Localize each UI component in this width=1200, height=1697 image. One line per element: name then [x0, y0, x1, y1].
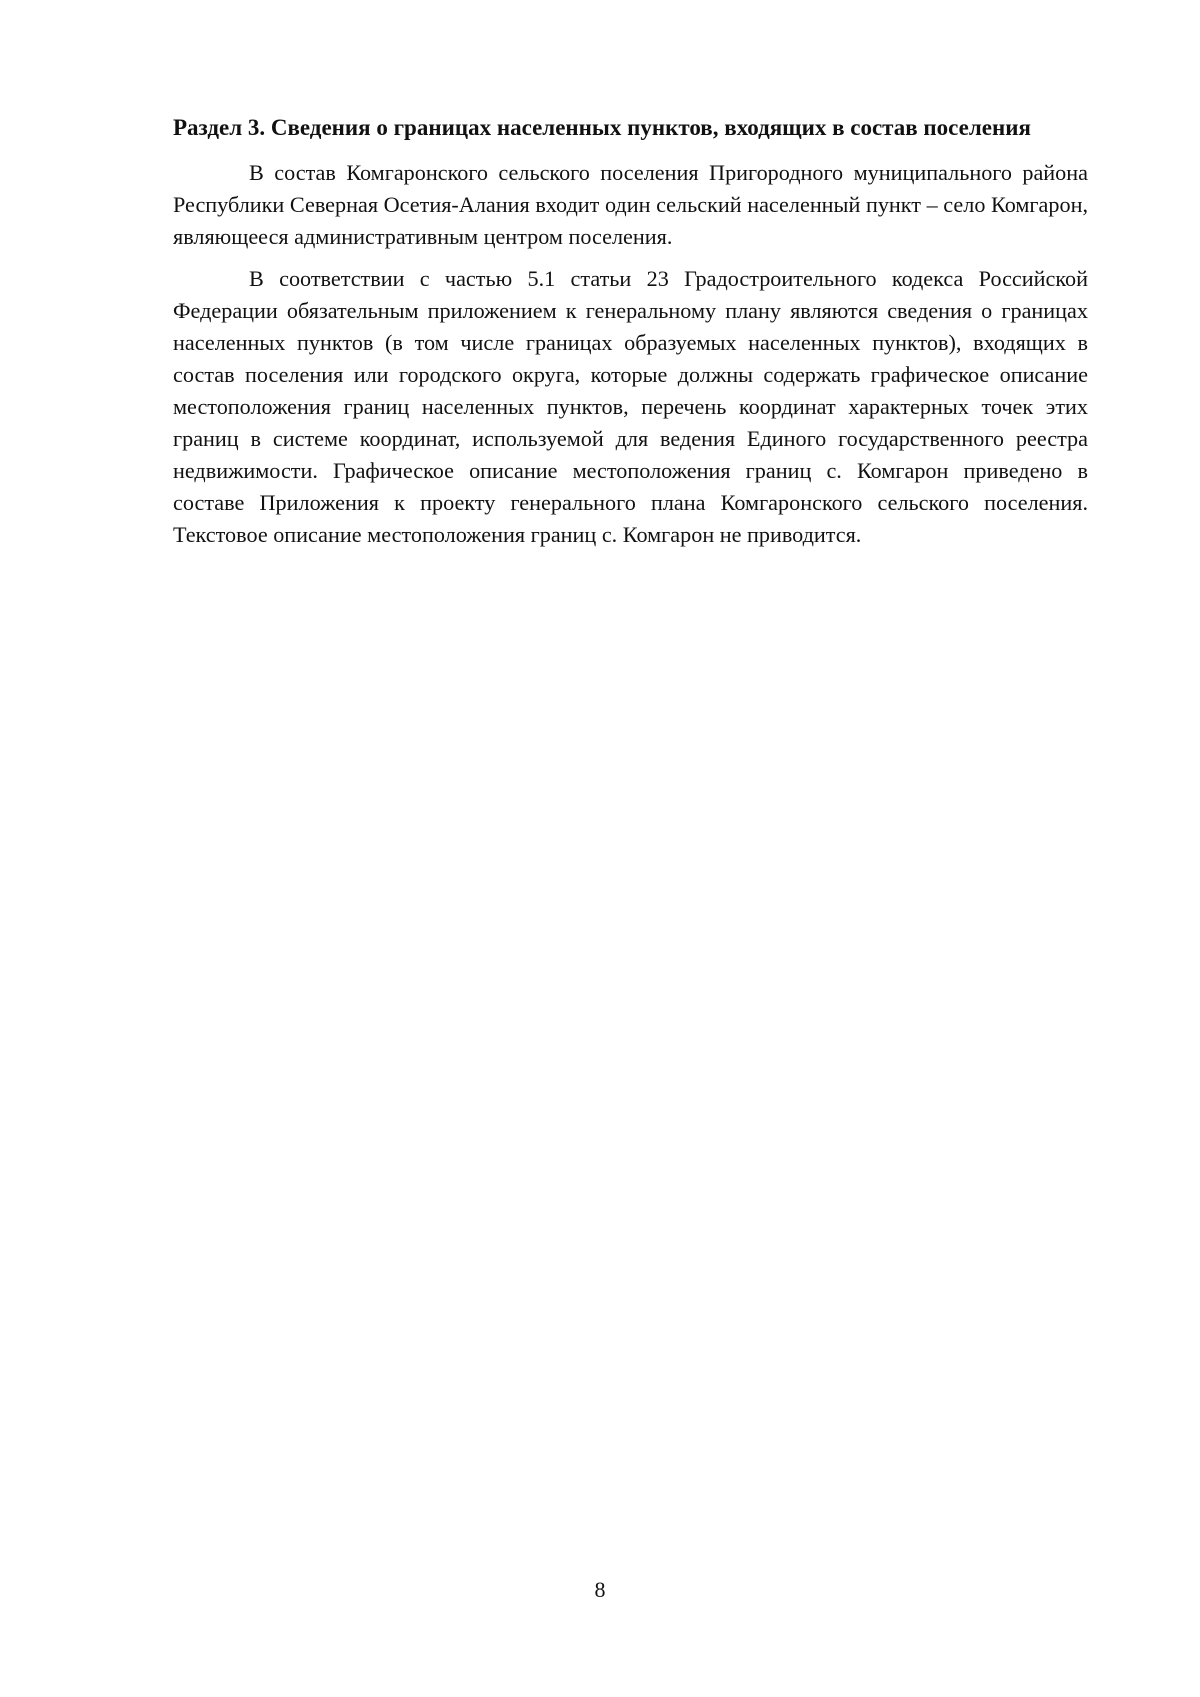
page-number: 8 — [594, 1577, 606, 1602]
paragraph-boundary-information: В соответствии с частью 5.1 статьи 23 Градостроительного кодекса Российской Федерации обязательным приложением к генеральному плану являются сведения о границах населенных пунктов (в том числе границах образуемых населенных пунктов), входящих в состав поселения или городского округа, которые должны содержать графическое описание местоположения границ населенных пунктов, перечень координат характерных точек этих границ в системе координат, используемой для ведения Единого государственного реестра недвижимости. Графическое описание местоположения границ с. Комгарон приведено в составе Приложения к проекту генерального плана Комгаронского сельского поселения. Текстовое описание местоположения границ с. Комгарон не приводится. — [173, 266, 1088, 547]
section-heading: Раздел 3. Сведения о границах населенных пунктов, входящих в состав поселения — [173, 115, 1031, 140]
document-body — [173, 112, 1088, 551]
paragraph-settlement-composition: В состав Комгаронского сельского поселения Пригородного муниципального района Республики Северная Осетия-Алания входит один сельский населенный пункт – село Комгарон, являющееся административным центром поселения. — [173, 160, 1088, 249]
